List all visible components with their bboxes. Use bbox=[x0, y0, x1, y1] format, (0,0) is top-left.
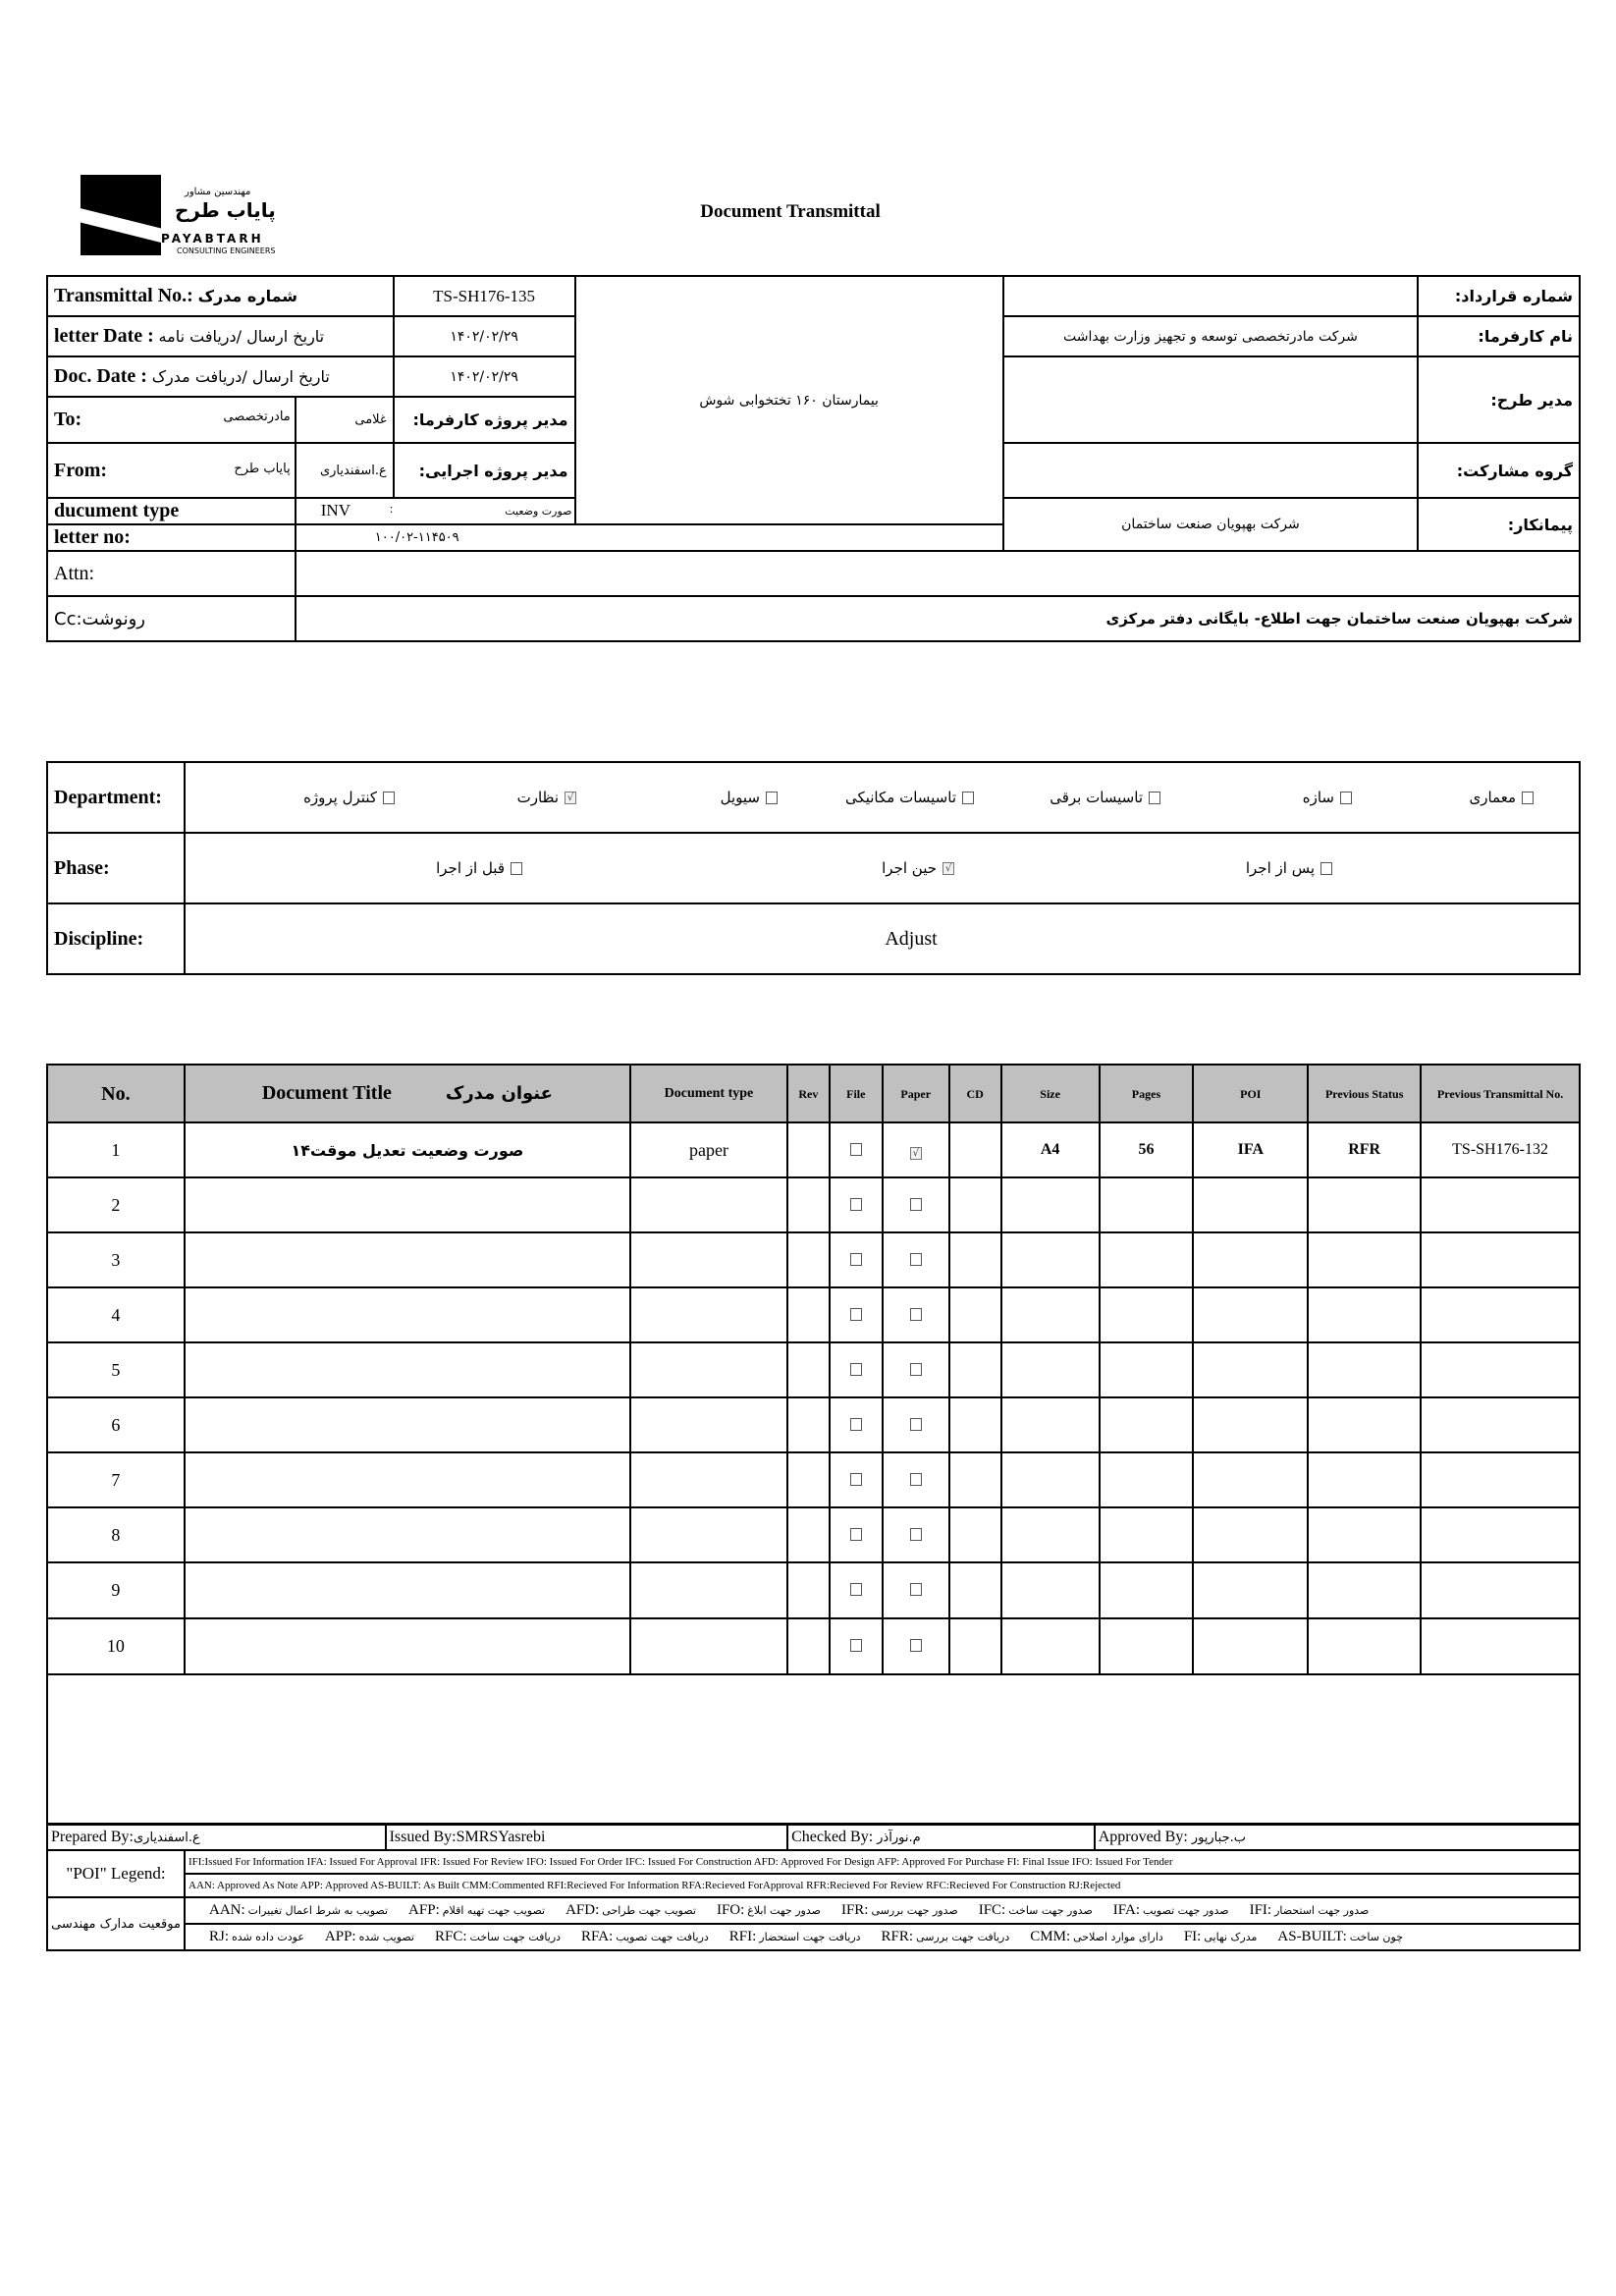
table-row bbox=[47, 1342, 1580, 1397]
checkbox-icon[interactable] bbox=[766, 792, 778, 804]
row-prev-status: RFR bbox=[1308, 1122, 1421, 1177]
transmittal-no-value: TS-SH176-135 bbox=[394, 276, 575, 316]
status-legend-entry: صدور جهت تصویبIFA: bbox=[1112, 1902, 1229, 1918]
option-label: سیویل bbox=[720, 789, 760, 806]
option-label: نظارت bbox=[516, 789, 559, 806]
row-number: 5 bbox=[47, 1342, 185, 1397]
status-legend-entry: دریافت جهت ساختRFC: bbox=[434, 1929, 562, 1944]
checkbox-icon[interactable] bbox=[910, 1363, 922, 1376]
checkbox-icon[interactable] bbox=[910, 1418, 922, 1431]
status-legend-entry: صدور جهت بررسیIFR: bbox=[840, 1902, 958, 1918]
department-option[interactable] bbox=[1050, 789, 1160, 806]
row-size bbox=[1001, 1397, 1100, 1452]
attn-label: Attn: bbox=[47, 551, 296, 596]
row-size bbox=[1001, 1452, 1100, 1507]
row-poi bbox=[1193, 1342, 1308, 1397]
col-pages: Pages bbox=[1100, 1065, 1194, 1122]
row-number: 3 bbox=[47, 1232, 185, 1287]
documents-table bbox=[46, 1064, 1581, 1675]
from-value: پایاب طرح bbox=[234, 462, 291, 476]
row-prev-transmittal bbox=[1421, 1452, 1580, 1507]
row-rev bbox=[787, 1397, 830, 1452]
row-prev-status bbox=[1308, 1618, 1421, 1674]
checkbox-icon[interactable] bbox=[511, 862, 522, 875]
legend-table bbox=[46, 1849, 1581, 1951]
department-option[interactable] bbox=[721, 789, 778, 806]
discipline-value: Adjust bbox=[185, 903, 1580, 974]
row-prev-status bbox=[1308, 1287, 1421, 1342]
client-name-value: شرکت مادرتخصصی توسعه و تجهیز وزارت بهداشت bbox=[1003, 316, 1418, 356]
col-previous-status: Previous Status bbox=[1308, 1065, 1421, 1122]
row-file bbox=[830, 1397, 883, 1452]
row-number: 7 bbox=[47, 1452, 185, 1507]
status-legend-entry: تصویب جهت طراحیAFD: bbox=[566, 1902, 696, 1918]
row-paper bbox=[883, 1232, 949, 1287]
col-poi: POI bbox=[1193, 1065, 1308, 1122]
checkbox-icon[interactable] bbox=[850, 1198, 862, 1211]
to-cell bbox=[47, 397, 296, 443]
row-number: 6 bbox=[47, 1397, 185, 1452]
logo-name-en: PAYABTARH bbox=[161, 232, 264, 246]
row-file bbox=[830, 1232, 883, 1287]
table-row bbox=[47, 1452, 1580, 1507]
status-legend-line-1 bbox=[185, 1897, 1580, 1924]
row-prev-status bbox=[1308, 1562, 1421, 1618]
row-cd bbox=[949, 1452, 1001, 1507]
row-cd bbox=[949, 1342, 1001, 1397]
col-file: File bbox=[830, 1065, 883, 1122]
row-poi: IFA bbox=[1193, 1122, 1308, 1177]
table-row bbox=[47, 1177, 1580, 1232]
row-file bbox=[830, 1287, 883, 1342]
row-file bbox=[830, 1507, 883, 1562]
logo-name-fa: پایاب طرح bbox=[175, 198, 276, 222]
row-pages bbox=[1100, 1452, 1194, 1507]
row-size bbox=[1001, 1562, 1100, 1618]
doc-type-label: ducument type bbox=[47, 498, 296, 524]
row-poi bbox=[1193, 1507, 1308, 1562]
row-title bbox=[185, 1618, 630, 1674]
checkbox-icon[interactable] bbox=[850, 1639, 862, 1652]
from-cell bbox=[47, 443, 296, 498]
row-file bbox=[830, 1562, 883, 1618]
row-poi bbox=[1193, 1232, 1308, 1287]
option-label: سازه bbox=[1302, 789, 1334, 806]
phase-label: Phase: bbox=[47, 833, 185, 903]
client-pm-label: مدیر پروژه کارفرما: bbox=[394, 397, 575, 443]
option-label: حین اجرا bbox=[882, 859, 937, 877]
row-prev-transmittal bbox=[1421, 1177, 1580, 1232]
doc-type-code: INV bbox=[320, 501, 350, 519]
row-cd bbox=[949, 1507, 1001, 1562]
table-row bbox=[47, 1507, 1580, 1562]
transmittal-header-table bbox=[46, 275, 1581, 642]
col-no: No. bbox=[47, 1065, 185, 1122]
issued-by: Issued By:SMRSYasrebi bbox=[386, 1825, 787, 1850]
row-poi bbox=[1193, 1452, 1308, 1507]
checkbox-icon[interactable] bbox=[850, 1418, 862, 1431]
row-poi bbox=[1193, 1397, 1308, 1452]
row-rev bbox=[787, 1452, 830, 1507]
partnership-value bbox=[1003, 443, 1418, 498]
option-label: کنترل پروژه bbox=[303, 789, 377, 806]
row-doc-type: paper bbox=[630, 1122, 787, 1177]
row-file bbox=[830, 1342, 883, 1397]
checkbox-icon[interactable] bbox=[1320, 862, 1332, 875]
row-number: 8 bbox=[47, 1507, 185, 1562]
row-pages bbox=[1100, 1562, 1194, 1618]
department-options bbox=[185, 762, 1580, 833]
option-label: تاسیسات برقی bbox=[1050, 789, 1143, 806]
row-prev-transmittal bbox=[1421, 1562, 1580, 1618]
row-size bbox=[1001, 1618, 1100, 1674]
row-prev-transmittal bbox=[1421, 1507, 1580, 1562]
row-paper bbox=[883, 1287, 949, 1342]
classification-table bbox=[46, 761, 1581, 975]
row-file bbox=[830, 1122, 883, 1177]
phase-options bbox=[185, 833, 1580, 903]
checkbox-icon[interactable] bbox=[910, 1308, 922, 1321]
row-poi bbox=[1193, 1287, 1308, 1342]
table-row bbox=[47, 1397, 1580, 1452]
from-label: From: bbox=[54, 459, 108, 481]
department-option[interactable] bbox=[1470, 789, 1535, 806]
table-row bbox=[47, 1232, 1580, 1287]
row-doc-type bbox=[630, 1452, 787, 1507]
phase-option[interactable] bbox=[1246, 859, 1332, 877]
row-rev bbox=[787, 1562, 830, 1618]
project-name: بیمارستان ۱۶۰ تختخوابی شوش bbox=[575, 276, 1003, 524]
row-paper bbox=[883, 1562, 949, 1618]
plan-manager-value bbox=[1003, 356, 1418, 443]
col-rev: Rev bbox=[787, 1065, 830, 1122]
row-poi bbox=[1193, 1177, 1308, 1232]
cc-value: شرکت بهپویان صنعت ساختمان جهت اطلاع- بایگانی دفتر مرکزی bbox=[296, 596, 1580, 641]
row-prev-transmittal: TS-SH176-132 bbox=[1421, 1122, 1580, 1177]
contractor-label: پیمانکار: bbox=[1418, 498, 1580, 551]
status-legend-entry: دریافت جهت استحضارRFI: bbox=[728, 1929, 861, 1944]
prepared-by: Prepared By:ع.اسفندیاری bbox=[47, 1825, 386, 1850]
checkbox-icon[interactable] bbox=[910, 1253, 922, 1266]
col-previous-transmittal: Previous Transmittal No. bbox=[1421, 1065, 1580, 1122]
transmittal-no-label: Transmittal No.: شماره مدرک bbox=[47, 276, 394, 316]
to-value: مادرتخصصی bbox=[223, 410, 291, 424]
row-title bbox=[185, 1397, 630, 1452]
doc-date-value: ۱۴۰۲/۰۲/۲۹ bbox=[394, 356, 575, 397]
department-option[interactable] bbox=[517, 789, 576, 806]
poi-legend-line-1: IFI:Issued For Information IFA: Issued For Approval IFR: Issued For Review IFO: Issued For Order IFC: Issued For Construction AFD: Approved For Design AFP: Approved For Purchase FI: Final Issue IFO: Issued For Tender bbox=[185, 1850, 1580, 1874]
checkbox-icon[interactable] bbox=[910, 1198, 922, 1211]
row-poi bbox=[1193, 1618, 1308, 1674]
row-rev bbox=[787, 1232, 830, 1287]
row-paper bbox=[883, 1452, 949, 1507]
row-number: 1 bbox=[47, 1122, 185, 1177]
status-legend-entry: تصویب جهت تهیه اقلامAFP: bbox=[408, 1902, 546, 1918]
poi-legend-label: "POI" Legend: bbox=[47, 1850, 185, 1897]
checkbox-icon[interactable] bbox=[850, 1308, 862, 1321]
exec-pm-label: مدیر پروژه اجرایی: bbox=[394, 443, 575, 498]
row-rev bbox=[787, 1618, 830, 1674]
checkbox-icon[interactable] bbox=[850, 1143, 862, 1156]
contract-no-value bbox=[1003, 276, 1418, 316]
checkbox-icon[interactable] bbox=[383, 792, 395, 804]
row-title bbox=[185, 1562, 630, 1618]
approved-by: Approved By: ب.جبارپور bbox=[1095, 1825, 1580, 1850]
row-doc-type bbox=[630, 1618, 787, 1674]
row-pages bbox=[1100, 1342, 1194, 1397]
row-pages: 56 bbox=[1100, 1122, 1194, 1177]
row-rev bbox=[787, 1287, 830, 1342]
status-legend-line-2 bbox=[185, 1924, 1580, 1950]
row-doc-type bbox=[630, 1232, 787, 1287]
status-legend-entry: صدور جهت استحضارIFI: bbox=[1249, 1902, 1370, 1918]
col-document-title: Document Title عنوان مدرک bbox=[185, 1065, 630, 1122]
row-doc-type bbox=[630, 1562, 787, 1618]
row-pages bbox=[1100, 1397, 1194, 1452]
row-paper bbox=[883, 1507, 949, 1562]
row-number: 9 bbox=[47, 1562, 185, 1618]
checkbox-icon[interactable] bbox=[1340, 792, 1352, 804]
row-title bbox=[185, 1507, 630, 1562]
engineering-status-label: موقعیت مدارک مهندسی bbox=[47, 1897, 185, 1950]
row-doc-type bbox=[630, 1342, 787, 1397]
letter-no-label: letter no: bbox=[47, 524, 296, 551]
col-size: Size bbox=[1001, 1065, 1100, 1122]
row-cd bbox=[949, 1122, 1001, 1177]
row-pages bbox=[1100, 1232, 1194, 1287]
status-legend-entry: تصویب شدهAPP: bbox=[324, 1929, 414, 1944]
checkbox-icon[interactable] bbox=[850, 1583, 862, 1596]
row-size: A4 bbox=[1001, 1122, 1100, 1177]
department-label: Department: bbox=[47, 762, 185, 833]
status-legend-entry: دارای موارد اصلاحیCMM: bbox=[1030, 1929, 1163, 1944]
client-name-label: نام کارفرما: bbox=[1418, 316, 1580, 356]
row-prev-status bbox=[1308, 1342, 1421, 1397]
attn-value bbox=[296, 551, 1580, 596]
phase-option[interactable] bbox=[436, 859, 522, 877]
checkbox-icon[interactable] bbox=[910, 1583, 922, 1596]
row-paper bbox=[883, 1618, 949, 1674]
checkbox-icon[interactable] bbox=[850, 1363, 862, 1376]
to-label: To: bbox=[54, 409, 82, 430]
row-rev bbox=[787, 1342, 830, 1397]
option-label: قبل از اجرا bbox=[436, 859, 505, 877]
cc-label: Cc:رونوشت bbox=[47, 596, 296, 641]
row-paper bbox=[883, 1122, 949, 1177]
plan-manager-label: مدیر طرح: bbox=[1418, 356, 1580, 443]
row-title bbox=[185, 1177, 630, 1232]
row-file bbox=[830, 1177, 883, 1232]
document-title: Document Transmittal bbox=[700, 201, 881, 222]
checked-by: Checked By: م.نورآذر bbox=[787, 1825, 1095, 1850]
documents-header-row bbox=[47, 1065, 1580, 1122]
poi-legend-line-2: AAN: Approved As Note APP: Approved AS-BUILT: As Built CMM:Commented RFI:Recieved For Information RFA:Recieved ForApproval RFR:Recieved For Review RFC:Recieved For Construction RJ:Rejected bbox=[185, 1874, 1580, 1897]
status-legend-entry: صدور جهت ساختIFC: bbox=[978, 1902, 1093, 1918]
row-prev-status bbox=[1308, 1452, 1421, 1507]
row-cd bbox=[949, 1287, 1001, 1342]
row-paper bbox=[883, 1177, 949, 1232]
status-legend-entry: چون ساختAS-BUILT: bbox=[1277, 1929, 1403, 1944]
phase-option[interactable] bbox=[882, 859, 954, 877]
discipline-label: Discipline: bbox=[47, 903, 185, 974]
table-row bbox=[47, 1122, 1580, 1177]
checkbox-icon[interactable] bbox=[850, 1253, 862, 1266]
col-paper: Paper bbox=[883, 1065, 949, 1122]
status-legend-entry: عودت داده شدهRJ: bbox=[209, 1929, 304, 1944]
doc-date-label: Doc. Date : تاریخ ارسال /دریافت مدرک bbox=[47, 356, 394, 397]
row-file bbox=[830, 1452, 883, 1507]
doc-type-fa: صورت وضعیت bbox=[505, 505, 572, 518]
contractor-value: شرکت بهپویان صنعت ساختمان bbox=[1003, 498, 1418, 551]
logo-subtitle-fa: مهندسین مشاور bbox=[185, 187, 251, 197]
table-row bbox=[47, 1287, 1580, 1342]
doc-type-cell bbox=[296, 498, 575, 524]
checkbox-icon[interactable] bbox=[1522, 792, 1534, 804]
row-doc-type bbox=[630, 1287, 787, 1342]
row-number: 4 bbox=[47, 1287, 185, 1342]
row-doc-type bbox=[630, 1507, 787, 1562]
row-size bbox=[1001, 1287, 1100, 1342]
exec-pm-value: ع.اسفندیاری bbox=[296, 443, 394, 498]
row-pages bbox=[1100, 1287, 1194, 1342]
row-cd bbox=[949, 1618, 1001, 1674]
row-doc-type bbox=[630, 1397, 787, 1452]
row-prev-status bbox=[1308, 1397, 1421, 1452]
remarks-area bbox=[46, 1671, 1581, 1825]
row-prev-transmittal bbox=[1421, 1397, 1580, 1452]
partnership-label: گروه مشارکت: bbox=[1418, 443, 1580, 498]
row-cd bbox=[949, 1397, 1001, 1452]
row-pages bbox=[1100, 1177, 1194, 1232]
row-pages bbox=[1100, 1618, 1194, 1674]
checkbox-icon[interactable]: √ bbox=[565, 792, 576, 804]
checkbox-icon[interactable] bbox=[1149, 792, 1160, 804]
col-document-type: Document type bbox=[630, 1065, 787, 1122]
row-prev-transmittal bbox=[1421, 1618, 1580, 1674]
checkbox-icon[interactable] bbox=[850, 1473, 862, 1486]
checkbox-icon[interactable] bbox=[910, 1528, 922, 1541]
row-prev-transmittal bbox=[1421, 1232, 1580, 1287]
row-rev bbox=[787, 1507, 830, 1562]
row-rev bbox=[787, 1122, 830, 1177]
row-title bbox=[185, 1287, 630, 1342]
status-legend-entry: صدور جهت ابلاغIFO: bbox=[716, 1902, 821, 1918]
row-doc-type bbox=[630, 1177, 787, 1232]
checkbox-icon[interactable]: √ bbox=[910, 1147, 922, 1160]
letter-date-label: letter Date : تاریخ ارسال /دریافت نامه bbox=[47, 316, 394, 356]
option-label: پس از اجرا bbox=[1245, 859, 1315, 877]
row-number: 10 bbox=[47, 1618, 185, 1674]
row-title bbox=[185, 1452, 630, 1507]
checkbox-icon[interactable] bbox=[850, 1528, 862, 1541]
row-cd bbox=[949, 1177, 1001, 1232]
table-row bbox=[47, 1618, 1580, 1674]
row-pages bbox=[1100, 1507, 1194, 1562]
client-pm-value: غلامی bbox=[296, 397, 394, 443]
row-cd bbox=[949, 1232, 1001, 1287]
department-option[interactable] bbox=[303, 789, 395, 806]
department-option[interactable] bbox=[845, 789, 974, 806]
row-prev-status bbox=[1308, 1507, 1421, 1562]
row-number: 2 bbox=[47, 1177, 185, 1232]
status-legend-entry: دریافت جهت بررسیRFR: bbox=[881, 1929, 1010, 1944]
col-cd: CD bbox=[949, 1065, 1001, 1122]
contract-no-label: شماره قرارداد: bbox=[1418, 276, 1580, 316]
signature-row bbox=[46, 1824, 1581, 1851]
row-title: صورت وضعیت تعدیل موقت۱۴ bbox=[185, 1122, 630, 1177]
status-legend-entry: دریافت جهت تصویبRFA: bbox=[581, 1929, 709, 1944]
row-size bbox=[1001, 1342, 1100, 1397]
row-prev-transmittal bbox=[1421, 1287, 1580, 1342]
row-poi bbox=[1193, 1562, 1308, 1618]
letter-date-value: ۱۴۰۲/۰۲/۲۹ bbox=[394, 316, 575, 356]
row-paper bbox=[883, 1397, 949, 1452]
row-prev-transmittal bbox=[1421, 1342, 1580, 1397]
row-title bbox=[185, 1342, 630, 1397]
option-label: تاسیسات مکانیکی bbox=[844, 789, 956, 806]
row-prev-status bbox=[1308, 1177, 1421, 1232]
doc-type-separator: : bbox=[389, 501, 394, 516]
row-paper bbox=[883, 1342, 949, 1397]
option-label: معماری bbox=[1469, 789, 1516, 806]
row-title bbox=[185, 1232, 630, 1287]
row-cd bbox=[949, 1562, 1001, 1618]
status-legend-entry: تصویب به شرط اعمال تغییراتAAN: bbox=[209, 1902, 389, 1918]
row-prev-status bbox=[1308, 1232, 1421, 1287]
checkbox-icon[interactable] bbox=[962, 792, 974, 804]
table-row bbox=[47, 1562, 1580, 1618]
letter-no-value: ۱۰۰/۰۲-۱۱۴۵۰۹ bbox=[296, 524, 1003, 551]
status-legend-entry: مدرک نهاییFI: bbox=[1183, 1929, 1258, 1944]
logo-tagline: CONSULTING ENGINEERS bbox=[177, 246, 276, 255]
row-size bbox=[1001, 1177, 1100, 1232]
checkbox-icon[interactable]: √ bbox=[943, 862, 954, 875]
row-file bbox=[830, 1618, 883, 1674]
checkbox-icon[interactable] bbox=[910, 1473, 922, 1486]
department-option[interactable] bbox=[1303, 789, 1352, 806]
row-rev bbox=[787, 1177, 830, 1232]
checkbox-icon[interactable] bbox=[910, 1639, 922, 1652]
row-size bbox=[1001, 1507, 1100, 1562]
company-logo-mark bbox=[81, 175, 161, 255]
row-size bbox=[1001, 1232, 1100, 1287]
